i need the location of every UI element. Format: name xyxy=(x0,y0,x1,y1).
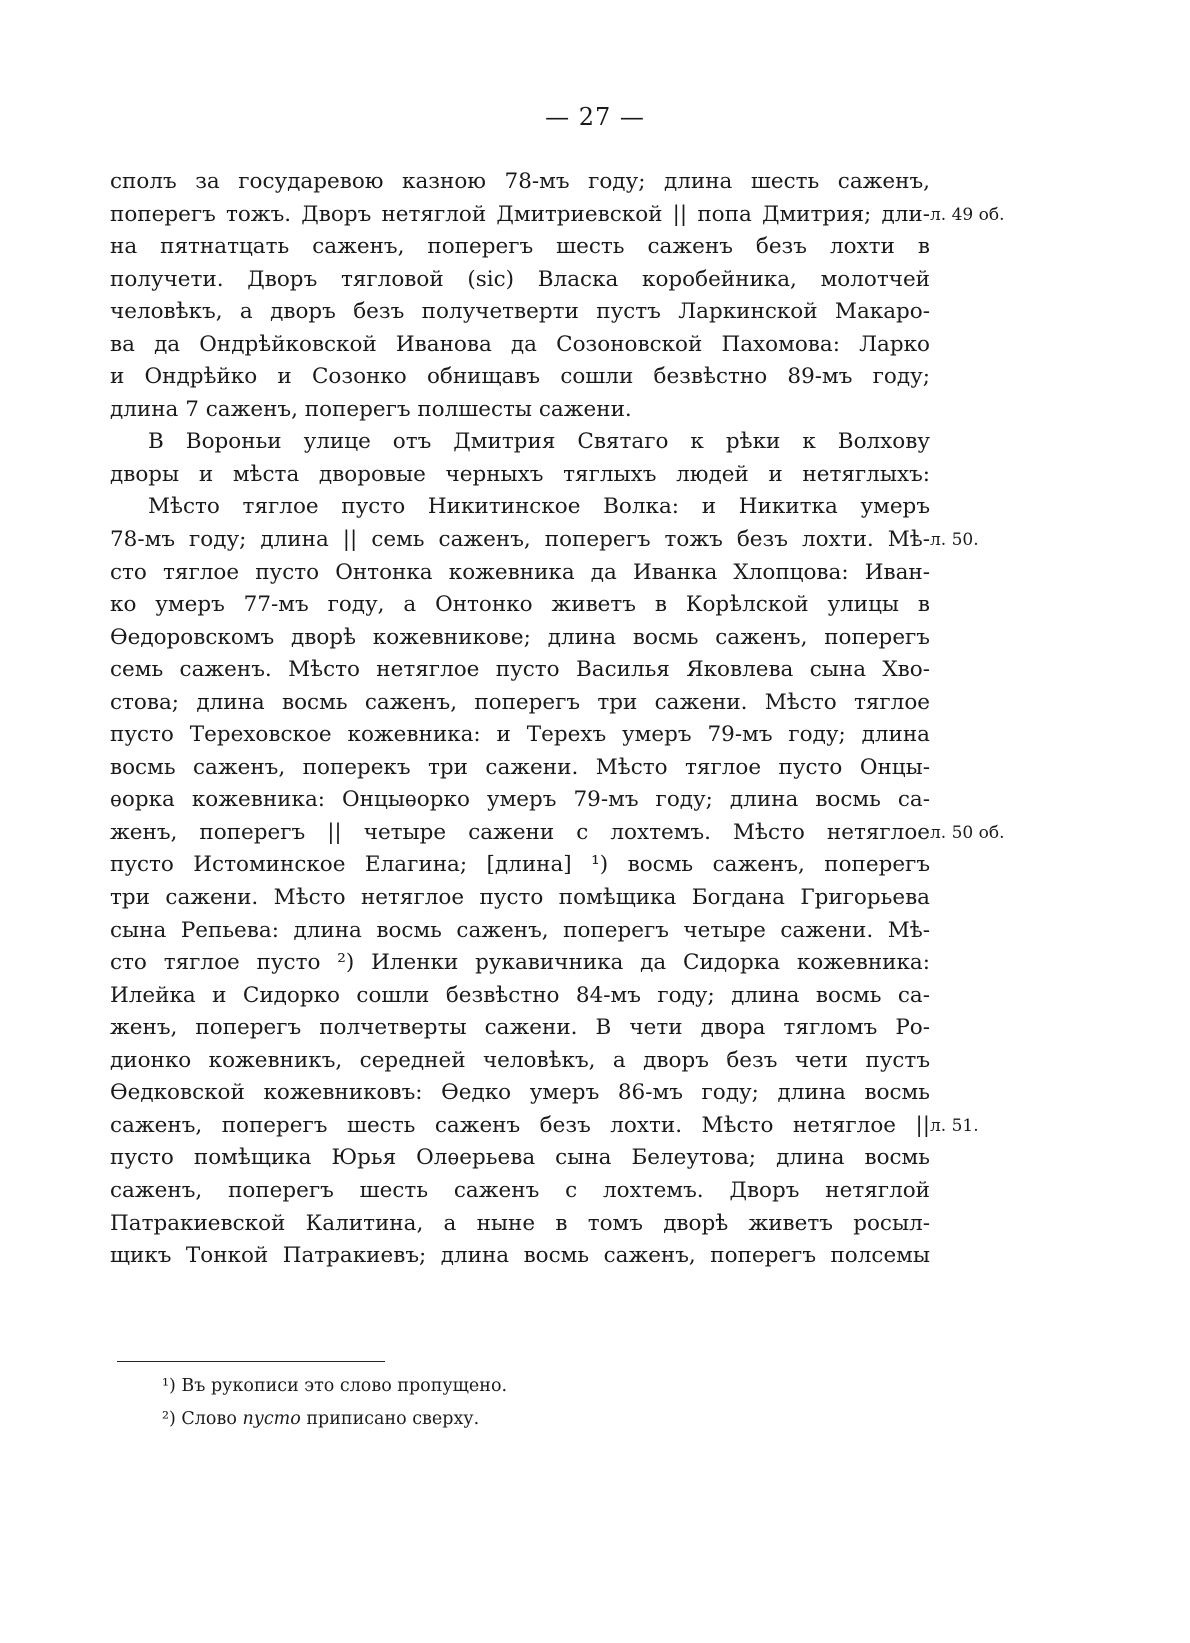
footnote-text: приписано сверху. xyxy=(306,1409,480,1429)
text-line: три сажени. Мѣсто нетяглое пусто помѣщика Богдана Григорьева xyxy=(110,885,930,911)
text-line: получети. Дворъ тягловой (sic) Власка коробейника, молотчей xyxy=(110,266,930,292)
margin-note: л. 50 об. xyxy=(930,823,1005,843)
footnote-2 xyxy=(162,1403,507,1436)
text-line: и Ондрѣйко и Созонко обнищавъ сошли безвѣстно 89-мъ году; xyxy=(110,364,930,390)
text-line: Ѳедковской кожевниковъ: Ѳедко умеръ 86-мъ году; длина восмь xyxy=(110,1080,930,1106)
text-line: дионко кожевникъ, середней человѣкъ, а дворъ безъ чети пустъ xyxy=(110,1047,930,1073)
footnotes xyxy=(162,1370,507,1436)
text-line: саженъ, поперегъ шесть саженъ с лохтемъ. Дворъ нетяглой xyxy=(110,1177,930,1203)
page-number: — 27 — xyxy=(545,103,645,131)
text-line: Илейка и Сидорко сошли безвѣстно 84-мъ году; длина восмь са- xyxy=(110,982,930,1008)
text-line: женъ, поперегъ || четыре сажени с лохтемъ. Мѣсто нетяглое xyxy=(110,819,930,845)
text-line: пусто Тереховское кожевника: и Терехъ умеръ 79-мъ году; длина xyxy=(110,722,930,748)
footnote-marker: ¹) xyxy=(162,1376,176,1396)
footnote-separator xyxy=(117,1361,385,1362)
footnote-marker: ²) xyxy=(162,1409,176,1429)
text-line: семь саженъ. Мѣсто нетяглое пусто Василья Яковлева сына Хво- xyxy=(110,657,930,683)
text-line: Мѣсто тяглое пусто Никитинское Волка: и Никитка умеръ xyxy=(148,494,930,520)
footnote-reference: ¹) xyxy=(591,852,609,878)
text-line: сына Репьева: длина восмь саженъ, поперегъ четыре сажени. Мѣ- xyxy=(110,917,930,943)
text-line: восмь саженъ, поперекъ три сажени. Мѣсто тяглое пусто Онцы- xyxy=(110,754,930,780)
text-line: Ѳедоровскомъ дворѣ кожевникове; длина восмь саженъ, поперегъ xyxy=(110,624,930,650)
margin-note: л. 51. xyxy=(930,1116,979,1136)
text-line: женъ, поперегъ полчетверты сажени. В чети двора тягломъ Ро- xyxy=(110,1015,930,1041)
text-line: на пятнатцать саженъ, поперегъ шесть саженъ безъ лохти в xyxy=(110,234,930,260)
text-line: сто тяглое пусто Онтонка кожевника да Иванка Хлопцова: Иван- xyxy=(110,559,930,585)
footnote-reference: ²) xyxy=(337,950,355,976)
text-line: поперегъ тожъ. Дворъ нетяглой Дмитриевской || попа Дмитрия; дли- xyxy=(110,201,930,227)
text-line: пусто Истоминское Елагина; [длина] ¹) восмь саженъ, поперегъ xyxy=(110,852,930,878)
text-line: Патракиевской Калитина, а ныне в томъ дворѣ живетъ росыл- xyxy=(110,1210,930,1236)
text-line: стова; длина восмь саженъ, поперегъ три сажени. Мѣсто тяглое xyxy=(110,689,930,715)
text-line: щикъ Тонкой Патракиевъ; длина восмь саженъ, поперегъ полсемы xyxy=(110,1243,930,1269)
margin-note: л. 50. xyxy=(930,530,979,550)
text-line: пусто помѣщика Юрья Олѳерьева сына Белеутова; длина восмь xyxy=(110,1145,930,1171)
footnote-emphasis: пусто xyxy=(242,1409,301,1429)
margin-note: л. 49 об. xyxy=(930,205,1005,225)
text-line: В Вороньи улице отъ Дмитрия Святаго к рѣки к Волхову xyxy=(148,429,930,455)
text-line: ва да Ондрѣйковской Иванова да Созоновской Пахомова: Ларко xyxy=(110,331,930,357)
text-line: саженъ, поперегъ шесть саженъ безъ лохти. Мѣсто нетяглое || xyxy=(110,1112,930,1138)
footnote-text: Въ рукописи это слово пропущено. xyxy=(181,1376,508,1396)
footnote-1 xyxy=(162,1370,507,1403)
text-line: 78-мъ году; длина || семь саженъ, поперегъ тожъ безъ лохти. Мѣ- xyxy=(110,527,930,553)
text-line: человѣкъ, а дворъ безъ получетверти пустъ Ларкинской Макаро- xyxy=(110,299,930,325)
text-line: длина 7 саженъ, поперегъ полшесты сажени. xyxy=(110,396,632,422)
footnote-text: Слово xyxy=(181,1409,237,1429)
text-line: сто тяглое пусто ²) Иленки рукавичника да Сидорка кожевника: xyxy=(110,950,930,976)
text-line: ѳорка кожевника: Онцыѳорко умеръ 79-мъ году; длина восмь са- xyxy=(110,787,930,813)
text-line: сполъ за государевою казною 78-мъ году; длина шесть саженъ, xyxy=(110,169,930,194)
text-line: ко умеръ 77-мъ году, а Онтонко живетъ в Корѣлской улицы в xyxy=(110,592,930,618)
text-line: дворы и мѣста дворовые черныхъ тяглыхъ людей и нетяглыхъ: xyxy=(110,461,930,487)
main-text xyxy=(110,166,930,1273)
